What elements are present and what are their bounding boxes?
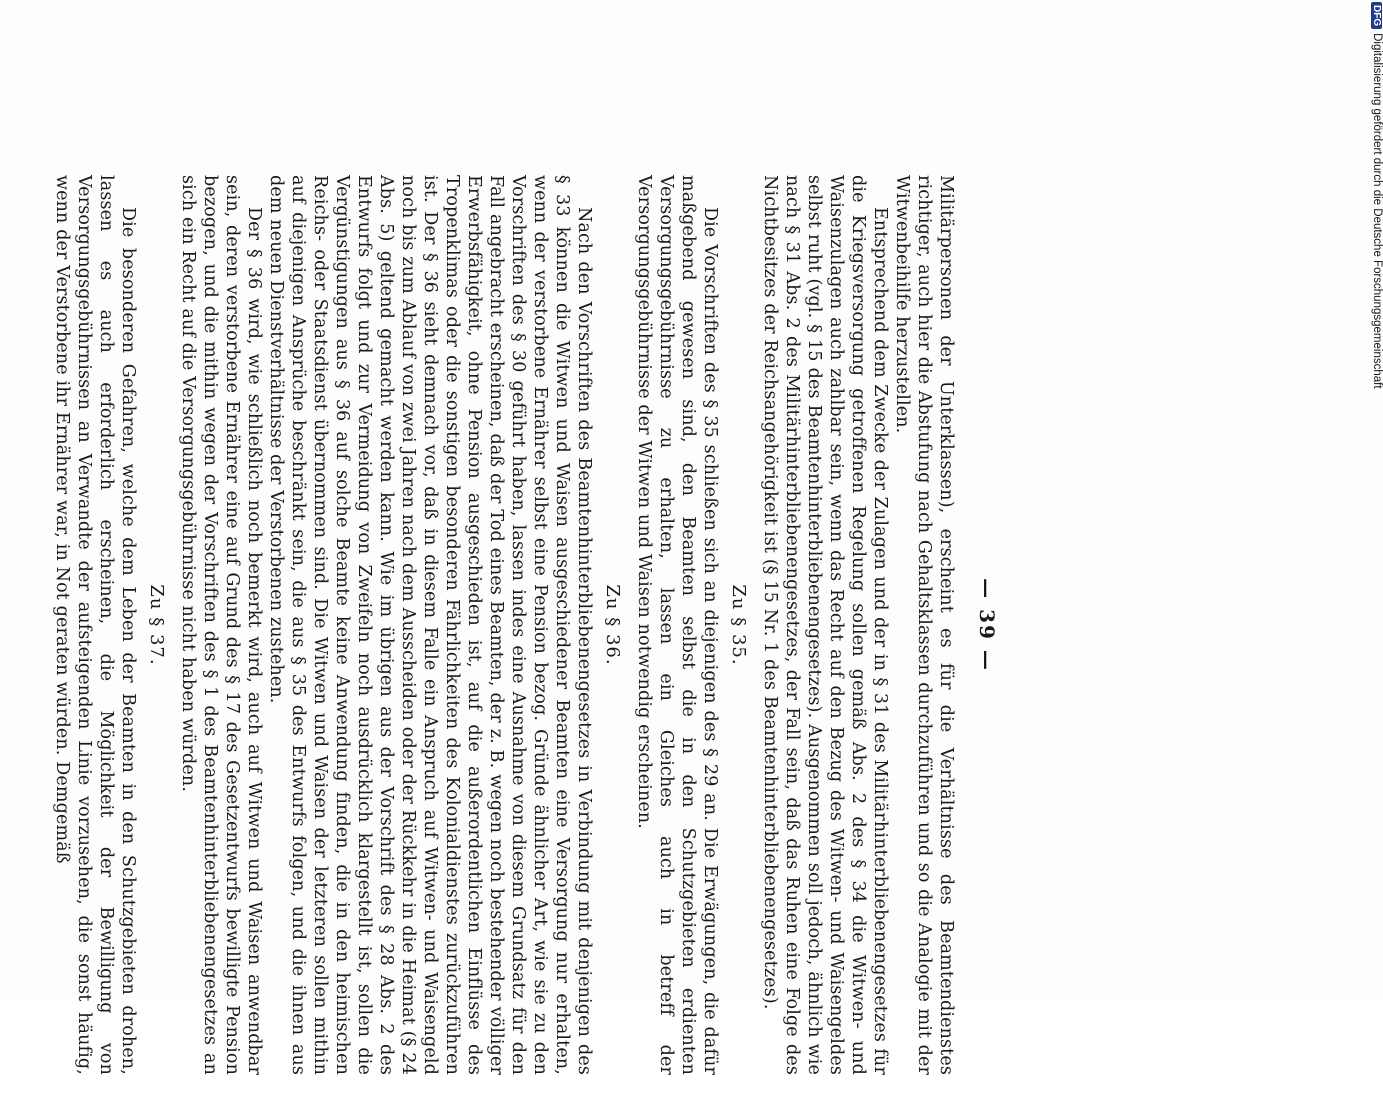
body-text [51,175,957,1075]
section-heading-36: Zu § 36. [602,584,623,666]
digitization-credit: Digitalisierung gefördert durch die Deutsche Forschungsgemeinschaft [1371,33,1383,389]
paragraph: Die Vorschriften des § 35 schließen sich an diejenigen des § 29 an. Die Erwägungen, die dafür maßgebend gewesen sind, den Beamten selbst die in den Schutzgebieten erdienten Versorgungsgebührnisse zu erhalten, lassen ein Gleiches auch in betreff der Versorgungsgebührnisse der Witwen und Waisen notwendig erscheinen. [634,175,720,1075]
paragraph: Nach den Vorschriften des Beamtenhinterbliebenengesetzes in Verbindung mit denjenigen des § 33 können die Witwen und Waisen ausgeschiedener Beamten eine Versorgung nur erhalten, wenn der verstorbene Ernährer selbst eine Pension bezog. Gründe ähnlicher Art, wie sie zu den Vorschriften des § 30 geführt haben, lassen indes eine Ausnahme von diesem Grundsatz für den Fall angebracht erscheinen, daß der Tod eines Beamten, der z. B. wegen noch bestehender völliger Erwerbsfähigkeit, ohne Pension ausgeschieden ist, auf die außerordentlichen Einflüsse des Tropenklimas oder die sonstigen besonderen Fährlichkeiten des Kolonialdienstes zurückzuführen ist. Der § 36 sieht demnach vor, daß in diesem Falle ein Anspruch auf Witwen- und Waisengeld noch bis zum Ablauf von zwei Jahren nach dem Ausscheiden oder der Rückkehr in die Heimat (§ 24 Abs. 5) geltend gemacht werden kann. Wie im übrigen aus der Vorschrift des § 28 Abs. 2 des Entwurfs folgt und zur Vermeidung von Zweifeln noch ausdrücklich klargestellt ist, sollen die Vergünstigungen aus § 36 auf solche Beamte keine Anwendung finden, die in den heimischen Reichs- oder Staatsdienst übernommen sind. Die Witwen und Waisen der letzteren sollen mithin auf diejenigen Ansprüche beschränkt sein, die aus § 35 des Entwurfs folgen, und die ihnen aus dem neuen Dienstverhältnisse der Verstorbenen zustehen. [266,175,594,1075]
paragraph: Entsprechend dem Zwecke der Zulagen und der in § 31 des Militärhinterbliebenengesetzes für die Kriegsversorgung getroffenen Regelung sollen gemäß Abs. 2 des § 34 die Witwen- und Waisenzulagen auch zahlbar sein, wenn das Recht auf den Bezug des Witwen- und Waisengeldes selbst ruht (vgl. § 15 des Beamtenhinterbliebenengesetzes). Ausgenommen soll jedoch, ähnlich wie nach § 31 Abs. 2 des Militärhinterbliebenengesetzes, der Fall sein, daß das Ruhen eine Folge des Nichtbesitzes der Reichsangehörigkeit ist (§ 15 Nr. 1 des Beamtenhinterbliebenengesetzes). [760,175,890,1075]
paragraph: Militärpersonen der Unterklassen), erscheint es für die Verhältnisse des Beamtendienstes richtiger, auch hier die Abstufung nach Gehaltsklassen durchzuführen und so die Analogie mit der Witwenbeihilfe herzustellen. [892,175,956,1075]
page-number-header: — 39 — [975,578,999,672]
section-heading-37: Zu § 37. [146,584,167,666]
rotated-scan [0,135,1007,1115]
section-heading-35: Zu § 35. [728,584,749,666]
paragraph: Die besonderen Gefahren, welche dem Leben der Beamten in den Schutzgebieten drohen, lassen es auch erforderlich erscheinen, die Möglichkeit der Bewilligung von Versorgungsgebührnissen an Verwandte der aufsteigenden Linie vorzusehen, die sonst häufig, wenn der Verstorbene ihr Ernährer war, in Not geraten würden. Demgemäß [52,175,138,1075]
paragraph: Der § 36 wird, wie schließlich noch bemerkt wird, auch auf Witwen und Waisen anwendbar sein, deren verstorbene Ernährer eine auf Grund des § 17 des Gesetzentwurfs bewilligte Pension bezogen, und die mithin wegen der Vorschriften des § 1 des Beamtenhinterbliebenengesetzes an sich ein Recht auf die Versorgungsgebührnisse nicht haben würden. [178,175,264,1075]
page-content [0,135,1007,1115]
dfg-logo-icon: DFG [1371,2,1382,29]
digitization-note [1365,2,1383,1002]
